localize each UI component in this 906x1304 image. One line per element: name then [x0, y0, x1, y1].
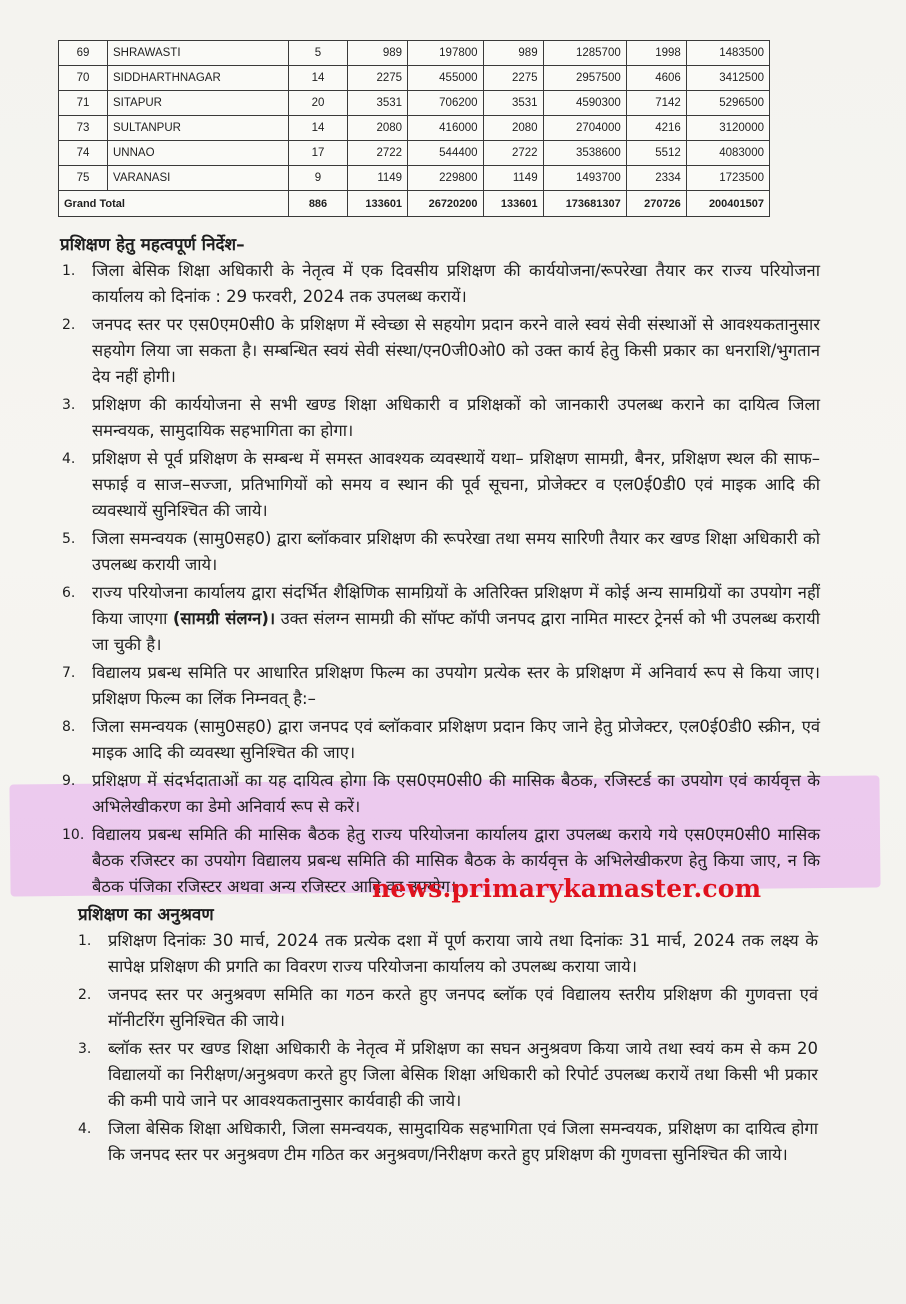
serial-cell: 75 — [59, 166, 108, 191]
item-text: प्रशिक्षण में संदर्भदाताओं का यह दायित्व होगा कि एस0एम0सी0 की मासिक बैठक, रजिस्टर्ड का उपयोग एवं कार्यवृत्त के अभिलेखीकरण का डेमो अनिवार्य रूप से करें। — [92, 771, 820, 816]
grand-total-label: Grand Total — [59, 191, 289, 217]
watermark-text: news.primarykamaster.com — [372, 874, 762, 903]
list-item — [76, 1036, 818, 1114]
value-cell: 1483500 — [686, 41, 769, 66]
district-cell: UNNAO — [108, 141, 289, 166]
item-number: 1. — [62, 263, 76, 279]
table-row — [59, 91, 770, 116]
item-number: 10. — [62, 827, 85, 843]
item-text: ब्लॉक स्तर पर खण्ड शिक्षा अधिकारी के नेतृत्व में प्रशिक्षण का सघन अनुश्रवण किया जाये तथा स्वयं कम से कम 20 विद्यालयों का निरीक्षण/अनुश्रवण करते हुए जिला बेसिक शिक्षा अधिकारी को रिपोर्ट उपलब्ध करायें तथा किसी भी प्रकार की कमी पाये जाने पर आवश्यकतानुसार कार्यवाही की जाये। — [108, 1039, 818, 1110]
table-row — [59, 166, 770, 191]
value-cell: 416000 — [408, 116, 483, 141]
blocks-cell: 20 — [289, 91, 348, 116]
value-cell: 2080 — [483, 116, 543, 141]
list-item — [60, 446, 820, 524]
value-cell: 989 — [348, 41, 408, 66]
value-cell: 3531 — [483, 91, 543, 116]
value-cell: 1493700 — [543, 166, 626, 191]
value-cell: 3412500 — [686, 66, 769, 91]
value-cell: 2275 — [483, 66, 543, 91]
item-number: 8. — [62, 719, 76, 735]
list-item — [60, 526, 820, 578]
value-cell: 5296500 — [686, 91, 769, 116]
item-number: 2. — [78, 987, 92, 1003]
district-cell: SIDDHARTHNAGAR — [108, 66, 289, 91]
monitoring-list — [76, 928, 818, 1170]
item-text: जिला बेसिक शिक्षा अधिकारी, जिला समन्वयक, सामुदायिक सहभागिता एवं जिला समन्वयक, प्रशिक्षण का दायित्व होगा कि जनपद स्तर पर अनुश्रवण टीम गठित कर अनुश्रवण/निरीक्षण करते हुए प्रशिक्षण की गुणवत्ता सुनिश्चित की जाये। — [108, 1119, 818, 1164]
value-cell: 133601 — [483, 191, 543, 217]
item-number: 7. — [62, 665, 76, 681]
list-item — [76, 1116, 818, 1168]
item-text: विद्यालय प्रबन्ध समिति की मासिक बैठक हेतु राज्य परियोजना कार्यालय द्वारा उपलब्ध कराये गये एस0एम0सी0 मासिक बैठक रजिस्टर का उपयोग विद्यालय प्रबन्ध समिति की मासिक बैठक के कार्यवृत्त के अभिलेखीकरण हेतु किया जाए, न कि बैठक पंजिका रजिस्टर अथवा अन्य रजिस्टर आदि का उपयोग। — [92, 825, 820, 896]
value-cell: 706200 — [408, 91, 483, 116]
item-number: 3. — [62, 397, 76, 413]
value-cell: 3531 — [348, 91, 408, 116]
list-item — [60, 660, 820, 712]
value-cell: 544400 — [408, 141, 483, 166]
serial-cell: 71 — [59, 91, 108, 116]
table-row — [59, 66, 770, 91]
value-cell: 4606 — [626, 66, 686, 91]
value-cell: 989 — [483, 41, 543, 66]
blocks-cell: 17 — [289, 141, 348, 166]
list-item — [76, 928, 818, 980]
value-cell: 270726 — [626, 191, 686, 217]
item-text: प्रशिक्षण से पूर्व प्रशिक्षण के सम्बन्ध में समस्त आवश्यक व्यवस्थायें यथा– प्रशिक्षण सामग्री, बैनर, प्रशिक्षण स्थल की साफ–सफाई व साज–सज्जा, प्रतिभागियों को समय व स्थान की पूर्व सूचना, प्रोजेक्टर व एल0ई0डी0 एवं माइक आदि की व्यवस्थायें सुनिश्चित की जाये। — [92, 449, 820, 520]
value-cell: 200401507 — [686, 191, 769, 217]
value-cell: 2275 — [348, 66, 408, 91]
value-cell: 4083000 — [686, 141, 769, 166]
district-cell: SULTANPUR — [108, 116, 289, 141]
list-item — [60, 392, 820, 444]
item-number: 1. — [78, 933, 92, 949]
item-number: 9. — [62, 773, 76, 789]
value-cell: 1998 — [626, 41, 686, 66]
value-cell: 197800 — [408, 41, 483, 66]
table-row — [59, 141, 770, 166]
table-row — [59, 116, 770, 141]
item-text: जिला बेसिक शिक्षा अधिकारी के नेतृत्व में एक दिवसीय प्रशिक्षण की कार्ययोजना/रूपरेखा तैयार कर राज्य परियोजना कार्यालय को दिनांक : 29 फरवरी, 2024 तक उपलब्ध करायें। — [92, 261, 820, 306]
value-cell: 1149 — [348, 166, 408, 191]
blocks-cell: 14 — [289, 66, 348, 91]
item-number: 4. — [78, 1121, 92, 1137]
value-cell: 2722 — [348, 141, 408, 166]
value-cell: 2704000 — [543, 116, 626, 141]
item-text: जिला समन्वयक (सामु0सह0) द्वारा ब्लॉकवार प्रशिक्षण की रूपरेखा तथा समय सारिणी तैयार कर खण्ड शिक्षा अधिकारी को उपलब्ध करायी जाये। — [92, 529, 820, 574]
value-cell: 7142 — [626, 91, 686, 116]
value-cell: 4216 — [626, 116, 686, 141]
item-number: 3. — [78, 1041, 92, 1057]
value-cell: 455000 — [408, 66, 483, 91]
table-row — [59, 41, 770, 66]
item-text: प्रशिक्षण दिनांकः 30 मार्च, 2024 तक प्रत्येक दशा में पूर्ण कराया जाये तथा दिनांकः 31 मार्च, 2024 तक लक्ष्य के सापेक्ष प्रशिक्षण की प्रगति का विवरण राज्य परियोजना कार्यालय को उपलब्ध कराया जाये। — [108, 931, 818, 976]
district-cell: SHRAWASTI — [108, 41, 289, 66]
serial-cell: 74 — [59, 141, 108, 166]
blocks-cell: 886 — [289, 191, 348, 217]
value-cell: 5512 — [626, 141, 686, 166]
instructions-list — [60, 258, 820, 902]
list-item — [60, 714, 820, 766]
item-text: विद्यालय प्रबन्ध समिति पर आधारित प्रशिक्षण फिल्म का उपयोग प्रत्येक स्तर के प्रशिक्षण में अनिवार्य रूप से किया जाए। प्रशिक्षण फिल्म का लिंक निम्नवत् है:– — [92, 663, 820, 708]
value-cell: 173681307 — [543, 191, 626, 217]
blocks-cell: 14 — [289, 116, 348, 141]
value-cell: 2722 — [483, 141, 543, 166]
item-number: 4. — [62, 451, 76, 467]
value-cell: 3538600 — [543, 141, 626, 166]
item-number: 5. — [62, 531, 76, 547]
serial-cell: 70 — [59, 66, 108, 91]
item-text: राज्य परियोजना कार्यालय द्वारा संदर्भित शैक्षिणिक सामग्रियों के अतिरिक्त प्रशिक्षण में कोई अन्य सामग्रियों का उपयोग नहीं किया जाएगा — [92, 583, 820, 628]
item-number: 2. — [62, 317, 76, 333]
value-cell: 2080 — [348, 116, 408, 141]
value-cell: 26720200 — [408, 191, 483, 217]
value-cell: 1285700 — [543, 41, 626, 66]
blocks-cell: 9 — [289, 166, 348, 191]
list-item — [60, 580, 820, 658]
item-text: जिला समन्वयक (सामु0सह0) द्वारा जनपद एवं ब्लॉकवार प्रशिक्षण प्रदान किए जाने हेतु प्रोजेक्टर, एल0ई0डी0 स्क्रीन, एवं माइक आदि की व्यवस्था सुनिश्चित की जाए। — [92, 717, 820, 762]
item-text: जनपद स्तर पर अनुश्रवण समिति का गठन करते हुए जनपद ब्लॉक एवं विद्यालय स्तरीय प्रशिक्षण की गुणवत्ता एवं मॉनीटरिंग सुनिश्चित की जाये। — [108, 985, 818, 1030]
serial-cell: 69 — [59, 41, 108, 66]
value-cell: 133601 — [348, 191, 408, 217]
value-cell: 2334 — [626, 166, 686, 191]
grand-total-row — [59, 191, 770, 217]
item-text: प्रशिक्षण की कार्ययोजना से सभी खण्ड शिक्षा अधिकारी व प्रशिक्षकों को जानकारी उपलब्ध कराने का दायित्व जिला समन्वयक, सामुदायिक सहभागिता का होगा। — [92, 395, 820, 440]
value-cell: 3120000 — [686, 116, 769, 141]
list-item — [60, 312, 820, 390]
item-text: जनपद स्तर पर एस0एम0सी0 के प्रशिक्षण में स्वेच्छा से सहयोग प्रदान करने वाले स्वयं सेवी संस्थाओं से आवश्यकतानुसार सहयोग लिया जा सकता है। सम्बन्धित स्वयं सेवी संस्था/एन0जी0ओ0 को उक्त कार्य हेतु किसी प्रकार का धनराशि/भुगतान देय नहीं होगी। — [92, 315, 820, 386]
item-bold-text: (सामग्री संलग्न)। — [172, 609, 276, 628]
section1-title: प्रशिक्षण हेतु महत्वपूर्ण निर्देश– — [60, 235, 245, 255]
value-cell: 1149 — [483, 166, 543, 191]
item-number: 6. — [62, 585, 76, 601]
value-cell: 2957500 — [543, 66, 626, 91]
district-data-table — [58, 40, 770, 217]
value-cell: 229800 — [408, 166, 483, 191]
list-item — [60, 258, 820, 310]
section2-title: प्रशिक्षण का अनुश्रवण — [78, 905, 214, 925]
serial-cell: 73 — [59, 116, 108, 141]
list-item — [76, 982, 818, 1034]
district-cell: SITAPUR — [108, 91, 289, 116]
value-cell: 4590300 — [543, 91, 626, 116]
blocks-cell: 5 — [289, 41, 348, 66]
list-item — [60, 768, 820, 820]
item-text-continued: उक्त संलग्न सामग्री की सॉफ्ट कॉपी जनपद द्वारा नामित मास्टर ट्रेनर्स को भी उपलब्ध करायी जा चुकी है। — [92, 609, 820, 654]
district-cell: VARANASI — [108, 166, 289, 191]
value-cell: 1723500 — [686, 166, 769, 191]
